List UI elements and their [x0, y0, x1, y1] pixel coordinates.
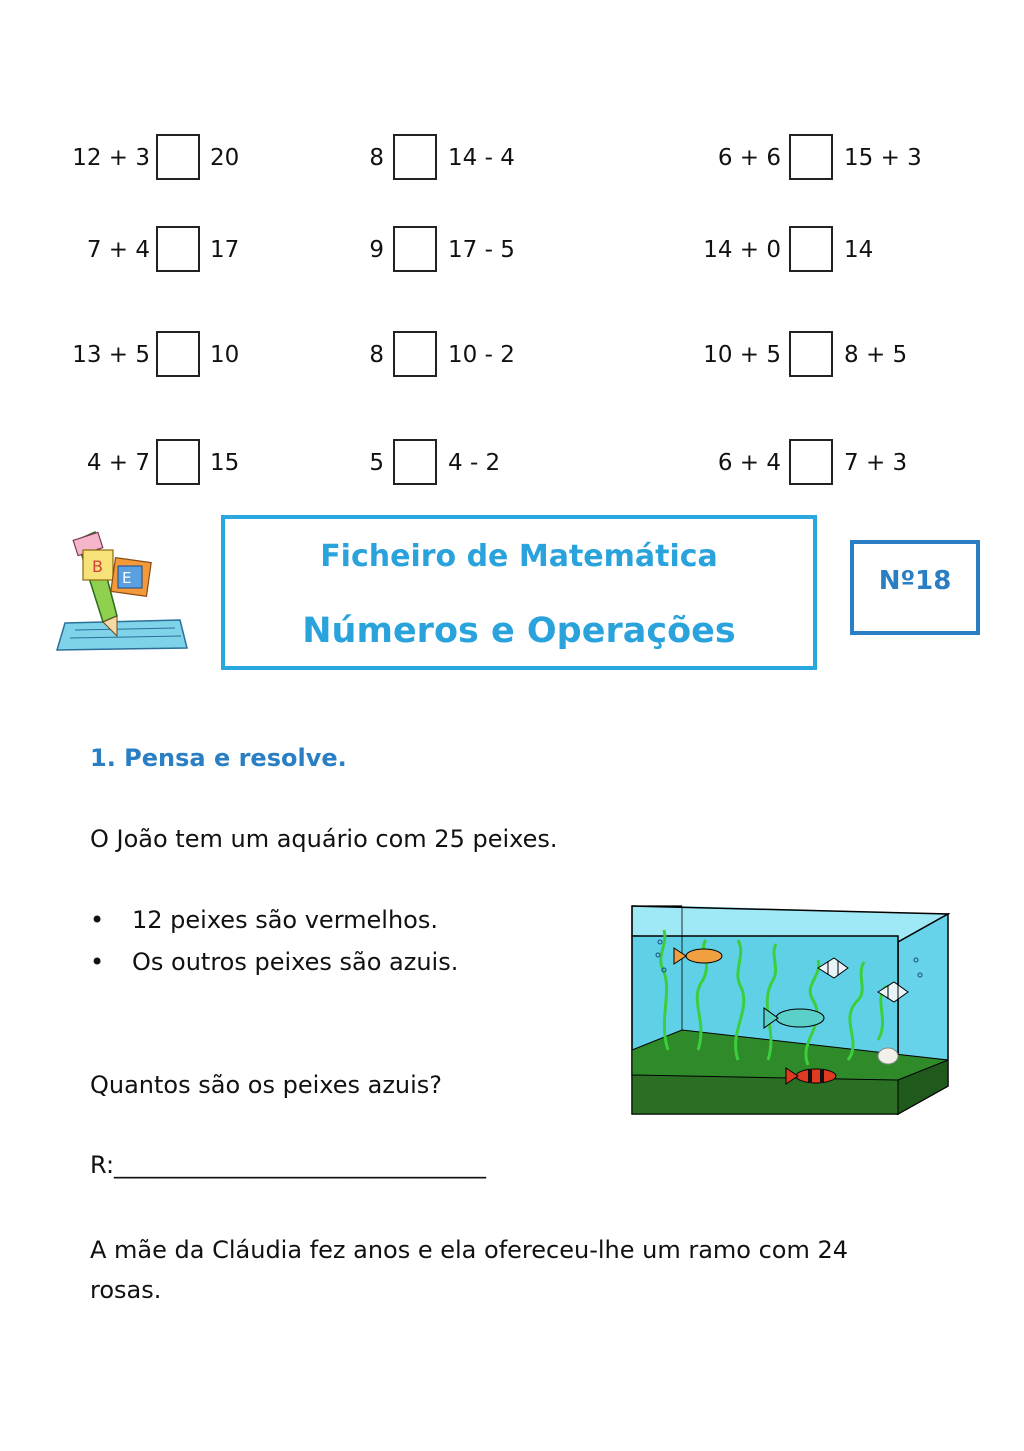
comparison-left: 6 + 6 [717, 145, 781, 171]
bullet-text: Os outros peixes são azuis. [132, 948, 459, 976]
comparison-item [0, 439, 1000, 487]
comparison-right: 4 - 2 [448, 450, 501, 476]
comparison-left: 10 + 5 [703, 342, 781, 368]
bullet-item [90, 906, 438, 934]
next-problem-line: A mãe da Cláudia fez anos e ela ofereceu-lhe um ramo com 24 [90, 1236, 849, 1264]
comparison-right: 14 [844, 237, 874, 263]
comparison-left: 9 [369, 237, 384, 263]
comparison-left: 8 [369, 342, 384, 368]
comparison-left: 13 + 5 [72, 342, 150, 368]
comparison-left: 4 + 7 [86, 450, 150, 476]
bullet-item [90, 948, 458, 976]
comparison-right: 10 [210, 342, 240, 368]
comparison-right: 7 + 3 [844, 450, 908, 476]
comparison-right: 10 - 2 [448, 342, 515, 368]
problem-question: Quantos são os peixes azuis? [90, 1071, 443, 1099]
bullet-text: 12 peixes são vermelhos. [132, 906, 438, 934]
comparison-left: 12 + 3 [72, 145, 150, 171]
comparison-left: 6 + 4 [717, 450, 781, 476]
answer-box[interactable] [789, 134, 833, 180]
bullet-dot: • [90, 906, 105, 934]
comparison-left: 14 + 0 [703, 237, 781, 263]
comparison-item [0, 134, 1000, 182]
answer-line[interactable]: R:_______________________________ [90, 1151, 487, 1179]
problem-intro: O João tem um aquário com 25 peixes. [90, 825, 558, 853]
answer-box[interactable] [789, 331, 833, 377]
answer-box[interactable] [789, 226, 833, 272]
bullet-dot: • [90, 948, 105, 976]
comparison-right: 17 [210, 237, 240, 263]
comparison-right: 17 - 5 [448, 237, 515, 263]
svg-text:E: E [122, 569, 132, 587]
answer-box[interactable] [789, 439, 833, 485]
svg-text:B: B [92, 557, 103, 576]
comparison-right: 14 - 4 [448, 145, 515, 171]
worksheet-title: Ficheiro de Matemática [320, 539, 718, 574]
worksheet-number-box [850, 540, 980, 635]
comparison-left: 8 [369, 145, 384, 171]
pencil-blocks-icon [55, 528, 190, 653]
worksheet-subtitle: Números e Operações [302, 611, 736, 651]
comparison-right: 15 + 3 [844, 145, 922, 171]
next-problem-line: rosas. [90, 1276, 162, 1304]
comparison-right: 8 + 5 [844, 342, 908, 368]
aquarium-illustration [628, 900, 950, 1116]
worksheet-number: Nº18 [878, 566, 952, 596]
worksheet-title-box [221, 515, 817, 670]
comparison-right: 15 [210, 450, 240, 476]
comparison-left: 5 [369, 450, 384, 476]
comparison-left: 7 + 4 [86, 237, 150, 263]
comparison-item [0, 226, 1000, 274]
comparison-right: 20 [210, 145, 240, 171]
comparison-item [0, 331, 1000, 379]
exercise-heading: 1. Pensa e resolve. [90, 744, 347, 772]
